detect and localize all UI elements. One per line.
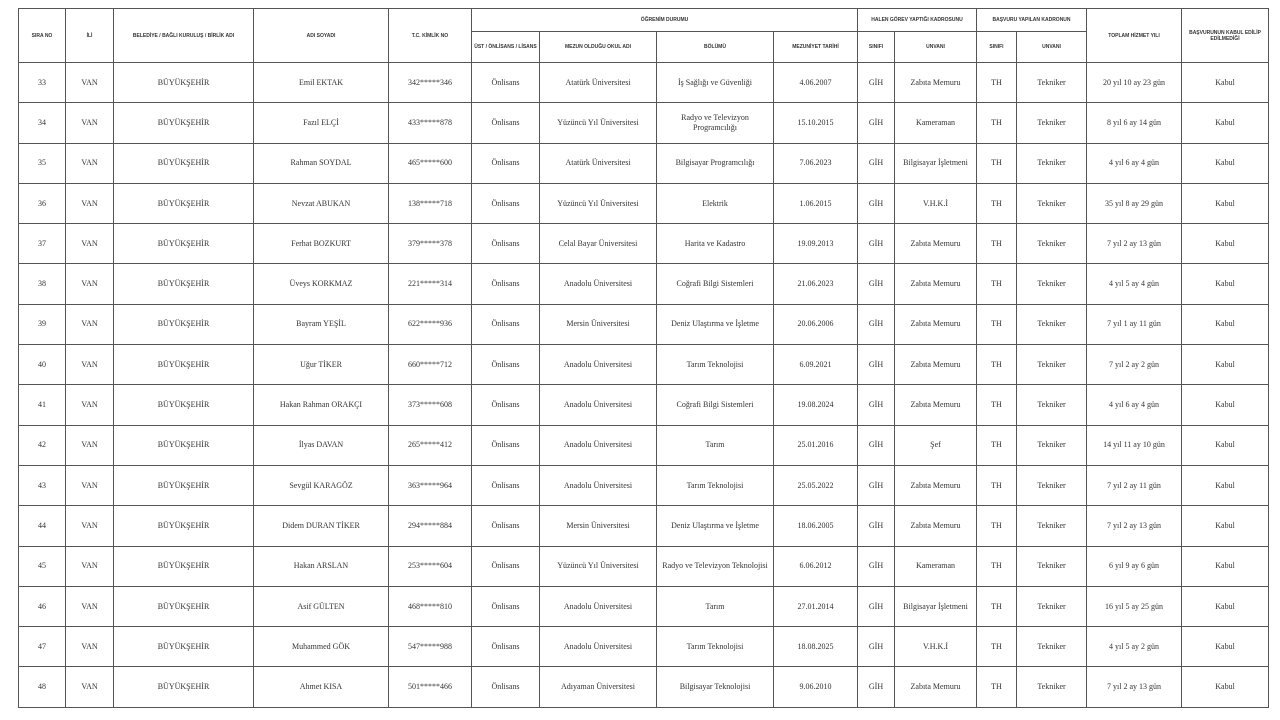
cell-toplam-hizmet: 7 yıl 1 ay 11 gün [1087, 304, 1182, 344]
cell-basvuru-sinifi: TH [977, 63, 1017, 103]
cell-tc-kimlik: 265*****412 [389, 425, 472, 465]
cell-toplam-hizmet: 4 yıl 5 ay 2 gün [1087, 627, 1182, 667]
cell-ogrenim: Önlisans [472, 465, 540, 505]
cell-basvuru-kabul: Kabul [1182, 183, 1269, 223]
cell-belediye: BÜYÜKŞEHİR [114, 667, 254, 707]
cell-ogrenim: Önlisans [472, 63, 540, 103]
cell-tc-kimlik: 622*****936 [389, 304, 472, 344]
cell-basvuru-kabul: Kabul [1182, 345, 1269, 385]
table-body [19, 63, 1269, 708]
cell-basvuru-kabul: Kabul [1182, 103, 1269, 143]
cell-basvuru-sinifi: TH [977, 425, 1017, 465]
cell-basvuru-kabul: Kabul [1182, 264, 1269, 304]
cell-basvuru-sinifi: TH [977, 465, 1017, 505]
cell-sira-no: 48 [19, 667, 66, 707]
cell-bolumu: Bilgisayar Teknolojisi [657, 667, 774, 707]
cell-mezun-okul: Atatürk Üniversitesi [540, 63, 657, 103]
table-header [19, 9, 1269, 63]
cell-basvuru-unvani: Tekniker [1017, 63, 1087, 103]
cell-sira-no: 43 [19, 465, 66, 505]
cell-mezuniyet-tarihi: 4.06.2007 [774, 63, 858, 103]
cell-bolumu: İş Sağlığı ve Güvenliği [657, 63, 774, 103]
cell-sira-no: 35 [19, 143, 66, 183]
cell-unvani: Zabıta Memuru [895, 224, 977, 264]
cell-tc-kimlik: 363*****964 [389, 465, 472, 505]
cell-ogrenim: Önlisans [472, 586, 540, 626]
cell-belediye: BÜYÜKŞEHİR [114, 183, 254, 223]
cell-ogrenim: Önlisans [472, 224, 540, 264]
cell-bolumu: Tarım [657, 586, 774, 626]
header-row-1 [19, 9, 1269, 32]
cell-il: VAN [66, 183, 114, 223]
cell-il: VAN [66, 385, 114, 425]
cell-tc-kimlik: 294*****884 [389, 506, 472, 546]
cell-sinifi: GİH [858, 667, 895, 707]
table-row [19, 586, 1269, 626]
cell-tc-kimlik: 547*****988 [389, 627, 472, 667]
cell-adi-soyadi: İlyas DAVAN [254, 425, 389, 465]
cell-adi-soyadi: Rahman SOYDAL [254, 143, 389, 183]
cell-sinifi: GİH [858, 345, 895, 385]
cell-tc-kimlik: 253*****604 [389, 546, 472, 586]
cell-sira-no: 34 [19, 103, 66, 143]
table-row [19, 425, 1269, 465]
cell-belediye: BÜYÜKŞEHİR [114, 425, 254, 465]
cell-mezuniyet-tarihi: 18.08.2025 [774, 627, 858, 667]
cell-il: VAN [66, 345, 114, 385]
cell-tc-kimlik: 138*****718 [389, 183, 472, 223]
header-unvani: UNVANI [895, 32, 977, 63]
cell-adi-soyadi: Uğur TİKER [254, 345, 389, 385]
cell-bolumu: Tarım [657, 425, 774, 465]
header-il: İLİ [66, 9, 114, 63]
cell-il: VAN [66, 627, 114, 667]
cell-mezun-okul: Anadolu Üniversitesi [540, 627, 657, 667]
cell-sira-no: 42 [19, 425, 66, 465]
cell-basvuru-unvani: Tekniker [1017, 425, 1087, 465]
cell-basvuru-sinifi: TH [977, 586, 1017, 626]
cell-il: VAN [66, 143, 114, 183]
table-row [19, 546, 1269, 586]
cell-basvuru-kabul: Kabul [1182, 63, 1269, 103]
cell-basvuru-sinifi: TH [977, 546, 1017, 586]
cell-sinifi: GİH [858, 586, 895, 626]
cell-belediye: BÜYÜKŞEHİR [114, 264, 254, 304]
cell-sinifi: GİH [858, 385, 895, 425]
cell-sira-no: 40 [19, 345, 66, 385]
cell-adi-soyadi: Ahmet KISA [254, 667, 389, 707]
cell-sinifi: GİH [858, 224, 895, 264]
cell-ogrenim: Önlisans [472, 425, 540, 465]
cell-mezun-okul: Anadolu Üniversitesi [540, 345, 657, 385]
cell-mezuniyet-tarihi: 6.09.2021 [774, 345, 858, 385]
cell-sira-no: 45 [19, 546, 66, 586]
cell-bolumu: Deniz Ulaştırma ve İşletme [657, 304, 774, 344]
cell-toplam-hizmet: 16 yıl 5 ay 25 gün [1087, 586, 1182, 626]
cell-ogrenim: Önlisans [472, 385, 540, 425]
cell-unvani: Zabıta Memuru [895, 345, 977, 385]
header-sinifi: SINIFI [858, 32, 895, 63]
cell-bolumu: Bilgisayar Programcılığı [657, 143, 774, 183]
cell-unvani: Bilgisayar İşletmeni [895, 143, 977, 183]
cell-mezuniyet-tarihi: 9.06.2010 [774, 667, 858, 707]
cell-toplam-hizmet: 7 yıl 2 ay 13 gün [1087, 667, 1182, 707]
cell-ogrenim: Önlisans [472, 667, 540, 707]
cell-belediye: BÜYÜKŞEHİR [114, 385, 254, 425]
header-mezuniyet-tarihi: MEZUNİYET TARİHİ [774, 32, 858, 63]
cell-tc-kimlik: 468*****810 [389, 586, 472, 626]
cell-bolumu: Radyo ve Televizyon Teknolojisi [657, 546, 774, 586]
cell-toplam-hizmet: 6 yıl 9 ay 6 gün [1087, 546, 1182, 586]
cell-toplam-hizmet: 7 yıl 2 ay 11 gün [1087, 465, 1182, 505]
cell-unvani: Zabıta Memuru [895, 506, 977, 546]
cell-sinifi: GİH [858, 506, 895, 546]
cell-basvuru-kabul: Kabul [1182, 586, 1269, 626]
cell-toplam-hizmet: 20 yıl 10 ay 23 gün [1087, 63, 1182, 103]
header-basvuru-kadro: BAŞVURU YAPILAN KADRONUN [977, 9, 1087, 32]
header-basvuru-unvani: UNVANI [1017, 32, 1087, 63]
cell-il: VAN [66, 425, 114, 465]
cell-sira-no: 46 [19, 586, 66, 626]
cell-mezuniyet-tarihi: 18.06.2005 [774, 506, 858, 546]
cell-mezun-okul: Yüzüncü Yıl Üniversitesi [540, 183, 657, 223]
cell-mezun-okul: Mersin Üniversitesi [540, 506, 657, 546]
cell-mezuniyet-tarihi: 19.08.2024 [774, 385, 858, 425]
cell-belediye: BÜYÜKŞEHİR [114, 143, 254, 183]
cell-adi-soyadi: Muhammed GÖK [254, 627, 389, 667]
cell-mezuniyet-tarihi: 25.05.2022 [774, 465, 858, 505]
table-row [19, 63, 1269, 103]
cell-ogrenim: Önlisans [472, 627, 540, 667]
cell-sira-no: 36 [19, 183, 66, 223]
cell-ogrenim: Önlisans [472, 345, 540, 385]
cell-basvuru-sinifi: TH [977, 385, 1017, 425]
cell-mezun-okul: Adıyaman Üniversitesi [540, 667, 657, 707]
cell-ogrenim: Önlisans [472, 506, 540, 546]
cell-adi-soyadi: Ferhat BOZKURT [254, 224, 389, 264]
cell-mezun-okul: Yüzüncü Yıl Üniversitesi [540, 546, 657, 586]
cell-unvani: Zabıta Memuru [895, 264, 977, 304]
table-row [19, 103, 1269, 143]
cell-mezuniyet-tarihi: 27.01.2014 [774, 586, 858, 626]
cell-basvuru-sinifi: TH [977, 183, 1017, 223]
cell-basvuru-unvani: Tekniker [1017, 627, 1087, 667]
cell-basvuru-kabul: Kabul [1182, 546, 1269, 586]
cell-ogrenim: Önlisans [472, 304, 540, 344]
cell-sinifi: GİH [858, 627, 895, 667]
cell-basvuru-unvani: Tekniker [1017, 304, 1087, 344]
cell-basvuru-sinifi: TH [977, 143, 1017, 183]
cell-il: VAN [66, 264, 114, 304]
cell-basvuru-sinifi: TH [977, 627, 1017, 667]
cell-basvuru-kabul: Kabul [1182, 506, 1269, 546]
cell-mezun-okul: Mersin Üniversitesi [540, 304, 657, 344]
cell-belediye: BÜYÜKŞEHİR [114, 465, 254, 505]
cell-basvuru-sinifi: TH [977, 264, 1017, 304]
header-ogrenim-durumu: ÖĞRENİM DURUMU [472, 9, 858, 32]
cell-basvuru-unvani: Tekniker [1017, 667, 1087, 707]
cell-belediye: BÜYÜKŞEHİR [114, 546, 254, 586]
cell-adi-soyadi: Emil EKTAK [254, 63, 389, 103]
cell-belediye: BÜYÜKŞEHİR [114, 304, 254, 344]
cell-sira-no: 44 [19, 506, 66, 546]
personnel-table [18, 8, 1269, 708]
cell-basvuru-kabul: Kabul [1182, 425, 1269, 465]
table-row [19, 385, 1269, 425]
cell-adi-soyadi: Üveys KORKMAZ [254, 264, 389, 304]
cell-tc-kimlik: 379*****378 [389, 224, 472, 264]
cell-adi-soyadi: Bayram YEŞİL [254, 304, 389, 344]
cell-sinifi: GİH [858, 425, 895, 465]
cell-mezun-okul: Celal Bayar Üniversitesi [540, 224, 657, 264]
cell-basvuru-kabul: Kabul [1182, 385, 1269, 425]
cell-tc-kimlik: 221*****314 [389, 264, 472, 304]
table-row [19, 143, 1269, 183]
cell-sinifi: GİH [858, 264, 895, 304]
cell-bolumu: Harita ve Kadastro [657, 224, 774, 264]
cell-basvuru-kabul: Kabul [1182, 667, 1269, 707]
cell-unvani: Kameraman [895, 546, 977, 586]
cell-bolumu: Elektrik [657, 183, 774, 223]
table-row [19, 627, 1269, 667]
cell-basvuru-sinifi: TH [977, 103, 1017, 143]
cell-basvuru-kabul: Kabul [1182, 465, 1269, 505]
cell-ogrenim: Önlisans [472, 264, 540, 304]
cell-tc-kimlik: 373*****608 [389, 385, 472, 425]
cell-tc-kimlik: 660*****712 [389, 345, 472, 385]
header-tc-kimlik: T.C. KİMLİK NO [389, 9, 472, 63]
cell-mezun-okul: Anadolu Üniversitesi [540, 425, 657, 465]
cell-basvuru-unvani: Tekniker [1017, 103, 1087, 143]
cell-bolumu: Tarım Teknolojisi [657, 465, 774, 505]
cell-unvani: Zabıta Memuru [895, 304, 977, 344]
cell-unvani: V.H.K.İ [895, 183, 977, 223]
table-row [19, 264, 1269, 304]
cell-unvani: Zabıta Memuru [895, 667, 977, 707]
cell-mezuniyet-tarihi: 21.06.2023 [774, 264, 858, 304]
cell-belediye: BÜYÜKŞEHİR [114, 586, 254, 626]
header-toplam-hizmet: TOPLAM HİZMET YILI [1087, 9, 1182, 63]
table-row [19, 465, 1269, 505]
cell-bolumu: Tarım Teknolojisi [657, 627, 774, 667]
cell-basvuru-unvani: Tekniker [1017, 224, 1087, 264]
cell-basvuru-unvani: Tekniker [1017, 385, 1087, 425]
cell-sinifi: GİH [858, 465, 895, 505]
cell-toplam-hizmet: 7 yıl 2 ay 13 gün [1087, 506, 1182, 546]
cell-sinifi: GİH [858, 546, 895, 586]
table-row [19, 667, 1269, 707]
cell-sira-no: 38 [19, 264, 66, 304]
cell-bolumu: Coğrafi Bilgi Sistemleri [657, 385, 774, 425]
cell-mezun-okul: Anadolu Üniversitesi [540, 264, 657, 304]
cell-sinifi: GİH [858, 103, 895, 143]
header-mezun-okul: MEZUN OLDUĞU OKUL ADI [540, 32, 657, 63]
cell-toplam-hizmet: 35 yıl 8 ay 29 gün [1087, 183, 1182, 223]
cell-mezuniyet-tarihi: 15.10.2015 [774, 103, 858, 143]
cell-unvani: V.H.K.İ [895, 627, 977, 667]
header-ust-ogrenim: ÜST / ÖNLİSANS / LİSANS [472, 32, 540, 63]
cell-adi-soyadi: Hakan Rahman ORAKÇI [254, 385, 389, 425]
cell-basvuru-sinifi: TH [977, 345, 1017, 385]
cell-unvani: Zabıta Memuru [895, 465, 977, 505]
header-sira-no: SIRA NO [19, 9, 66, 63]
cell-basvuru-unvani: Tekniker [1017, 143, 1087, 183]
header-halen-gorev: HALEN GÖREV YAPTIĞI KADROSUNU [858, 9, 977, 32]
table-row [19, 345, 1269, 385]
cell-sira-no: 33 [19, 63, 66, 103]
cell-mezun-okul: Anadolu Üniversitesi [540, 586, 657, 626]
cell-mezun-okul: Atatürk Üniversitesi [540, 143, 657, 183]
cell-basvuru-unvani: Tekniker [1017, 586, 1087, 626]
cell-ogrenim: Önlisans [472, 103, 540, 143]
cell-basvuru-kabul: Kabul [1182, 224, 1269, 264]
cell-mezuniyet-tarihi: 1.06.2015 [774, 183, 858, 223]
cell-il: VAN [66, 103, 114, 143]
cell-sira-no: 39 [19, 304, 66, 344]
cell-il: VAN [66, 63, 114, 103]
cell-unvani: Bilgisayar İşletmeni [895, 586, 977, 626]
cell-mezuniyet-tarihi: 25.01.2016 [774, 425, 858, 465]
cell-toplam-hizmet: 7 yıl 2 ay 2 gün [1087, 345, 1182, 385]
cell-mezun-okul: Anadolu Üniversitesi [540, 385, 657, 425]
cell-basvuru-kabul: Kabul [1182, 627, 1269, 667]
cell-belediye: BÜYÜKŞEHİR [114, 627, 254, 667]
cell-basvuru-sinifi: TH [977, 304, 1017, 344]
cell-mezun-okul: Anadolu Üniversitesi [540, 465, 657, 505]
cell-il: VAN [66, 546, 114, 586]
cell-toplam-hizmet: 8 yıl 6 ay 14 gün [1087, 103, 1182, 143]
cell-toplam-hizmet: 4 yıl 5 ay 4 gün [1087, 264, 1182, 304]
cell-il: VAN [66, 506, 114, 546]
cell-basvuru-sinifi: TH [977, 506, 1017, 546]
cell-basvuru-sinifi: TH [977, 224, 1017, 264]
cell-basvuru-kabul: Kabul [1182, 143, 1269, 183]
header-bolumu: BÖLÜMÜ [657, 32, 774, 63]
cell-sira-no: 47 [19, 627, 66, 667]
cell-sira-no: 41 [19, 385, 66, 425]
cell-basvuru-unvani: Tekniker [1017, 546, 1087, 586]
cell-basvuru-unvani: Tekniker [1017, 465, 1087, 505]
cell-tc-kimlik: 465*****600 [389, 143, 472, 183]
cell-basvuru-sinifi: TH [977, 667, 1017, 707]
cell-toplam-hizmet: 4 yıl 6 ay 4 gün [1087, 143, 1182, 183]
cell-il: VAN [66, 304, 114, 344]
cell-il: VAN [66, 224, 114, 264]
header-basvuru-sinifi: SINIFI [977, 32, 1017, 63]
cell-bolumu: Radyo ve Televizyon Programcılığı [657, 103, 774, 143]
cell-unvani: Zabıta Memuru [895, 63, 977, 103]
header-belediye: BELEDİYE / BAĞLI KURULUŞ / BİRLİK ADI [114, 9, 254, 63]
cell-basvuru-unvani: Tekniker [1017, 264, 1087, 304]
cell-ogrenim: Önlisans [472, 143, 540, 183]
cell-toplam-hizmet: 7 yıl 2 ay 13 gün [1087, 224, 1182, 264]
table-row [19, 224, 1269, 264]
cell-bolumu: Deniz Ulaştırma ve İşletme [657, 506, 774, 546]
table-row [19, 183, 1269, 223]
cell-unvani: Kameraman [895, 103, 977, 143]
cell-tc-kimlik: 501*****466 [389, 667, 472, 707]
cell-basvuru-unvani: Tekniker [1017, 506, 1087, 546]
cell-unvani: Zabıta Memuru [895, 385, 977, 425]
table-row [19, 304, 1269, 344]
cell-mezuniyet-tarihi: 6.06.2012 [774, 546, 858, 586]
cell-il: VAN [66, 465, 114, 505]
cell-belediye: BÜYÜKŞEHİR [114, 63, 254, 103]
cell-mezun-okul: Yüzüncü Yıl Üniversitesi [540, 103, 657, 143]
cell-sinifi: GİH [858, 143, 895, 183]
cell-toplam-hizmet: 14 yıl 11 ay 10 gün [1087, 425, 1182, 465]
cell-adi-soyadi: Fazıl ELÇİ [254, 103, 389, 143]
cell-belediye: BÜYÜKŞEHİR [114, 103, 254, 143]
cell-toplam-hizmet: 4 yıl 6 ay 4 gün [1087, 385, 1182, 425]
cell-adi-soyadi: Hakan ARSLAN [254, 546, 389, 586]
table-row [19, 506, 1269, 546]
cell-belediye: BÜYÜKŞEHİR [114, 345, 254, 385]
cell-mezuniyet-tarihi: 19.09.2013 [774, 224, 858, 264]
cell-basvuru-kabul: Kabul [1182, 304, 1269, 344]
cell-ogrenim: Önlisans [472, 546, 540, 586]
cell-il: VAN [66, 667, 114, 707]
header-basvuru-kabul: BAŞVURUNUN KABUL EDİLİP EDİLMEDİĞİ [1182, 9, 1269, 63]
cell-bolumu: Tarım Teknolojisi [657, 345, 774, 385]
cell-sinifi: GİH [858, 63, 895, 103]
cell-belediye: BÜYÜKŞEHİR [114, 224, 254, 264]
header-adi-soyadi: ADI SOYADI [254, 9, 389, 63]
cell-adi-soyadi: Sevgül KARAGÖZ [254, 465, 389, 505]
cell-sinifi: GİH [858, 304, 895, 344]
cell-basvuru-unvani: Tekniker [1017, 345, 1087, 385]
cell-adi-soyadi: Didem DURAN TİKER [254, 506, 389, 546]
cell-sinifi: GİH [858, 183, 895, 223]
cell-bolumu: Coğrafi Bilgi Sistemleri [657, 264, 774, 304]
cell-belediye: BÜYÜKŞEHİR [114, 506, 254, 546]
cell-ogrenim: Önlisans [472, 183, 540, 223]
cell-sira-no: 37 [19, 224, 66, 264]
cell-adi-soyadi: Nevzat ABUKAN [254, 183, 389, 223]
cell-adi-soyadi: Asif GÜLTEN [254, 586, 389, 626]
cell-tc-kimlik: 433*****878 [389, 103, 472, 143]
cell-basvuru-unvani: Tekniker [1017, 183, 1087, 223]
cell-il: VAN [66, 586, 114, 626]
cell-unvani: Şef [895, 425, 977, 465]
cell-tc-kimlik: 342*****346 [389, 63, 472, 103]
cell-mezuniyet-tarihi: 20.06.2006 [774, 304, 858, 344]
cell-mezuniyet-tarihi: 7.06.2023 [774, 143, 858, 183]
